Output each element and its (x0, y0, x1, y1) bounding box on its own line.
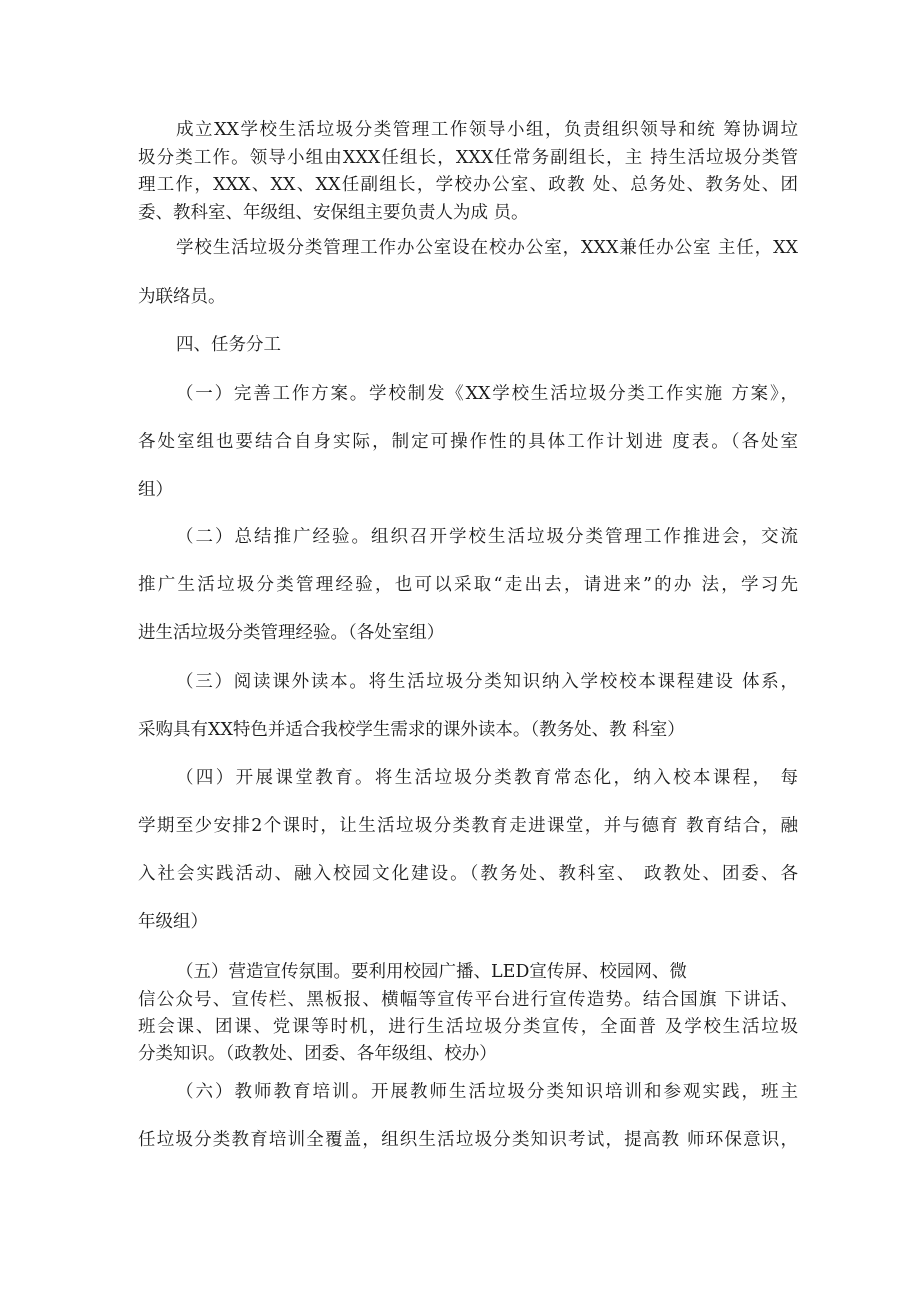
text-line: （五）营造宣传氛围。要利用校园广播、LED宣传屏、校园网、微 (176, 962, 687, 982)
text-line: 分类知识。（政教处、团委、各年级组、校办） (138, 1044, 497, 1064)
text-line: （四）开展课堂教育。将生活垃圾分类教育常态化，纳入校本课程， 每 (176, 768, 798, 788)
text-line: （六）教师教育培训。开展教师生活垃圾分类知识培训和参观实践，班主 (176, 1082, 798, 1102)
text-line: 理工作，XXX、XX、XX任副组长，学校办公室、政教 处、总务处、教务处、团 (138, 175, 798, 195)
text-line: （二）总结推广经验。组织召开学校生活垃圾分类管理工作推进会，交流 (176, 527, 798, 547)
text-line: 推广生活垃圾分类管理经验，也可以采取“走出去，请进来”的办 法，学习先 (138, 575, 798, 595)
text-line: 学期至少安排2个课时，让生活垃圾分类教育走进课堂，并与德育 教育结合，融 (138, 816, 798, 836)
text-line: 组） (138, 480, 173, 500)
text-line: 信公众号、宣传栏、黑板报、横幅等宣传平台进行宣传造势。结合国旗 下讲话、 (138, 990, 798, 1010)
text-line: 进生活垃圾分类管理经验。（各处室组） (138, 623, 445, 643)
text-line: 采购具有XX特色并适合我校学生需求的课外读本。（教务处、教 科室） (138, 720, 685, 740)
text-line: 委、教科室、年级组、安保组主要负责人为成 员。 (138, 203, 529, 223)
text-line: 班会课、团课、党课等时机，进行生活垃圾分类宣传，全面普 及学校生活垃圾 (138, 1017, 798, 1037)
text-line: 各处室组也要结合自身实际，制定可操作性的具体工作计划进 度表。（各处室 (138, 432, 798, 452)
text-line: 圾分类工作。领导小组由XXX任组长，XXX任常务副组长，主 持生活垃圾分类管 (138, 148, 798, 168)
text-line: 任垃圾分类教育培训全覆盖，组织生活垃圾分类知识考试，提高教 师环保意识， (138, 1130, 798, 1150)
text-line: （三）阅读课外读本。将生活垃圾分类知识纳入学校校本课程建设 体系， (176, 672, 798, 692)
text-line: 入社会实践活动、融入校园文化建设。（教务处、教科室、 政教处、团委、各 (138, 864, 798, 884)
section-heading: 四、任务分工 (176, 335, 281, 355)
text-line: 学校生活垃圾分类管理工作办公室设在校办公室，XXX兼任办公室 主任，XX (176, 238, 798, 258)
text-line: （一）完善工作方案。学校制发《XX学校生活垃圾分类工作实施 方案》， (176, 384, 798, 404)
text-line: 成立XX学校生活垃圾分类管理工作领导小组，负责组织领导和统 筹协调垃 (176, 120, 798, 140)
text-line: 为联络员。 (138, 287, 226, 307)
text-line: 年级组） (138, 912, 208, 932)
